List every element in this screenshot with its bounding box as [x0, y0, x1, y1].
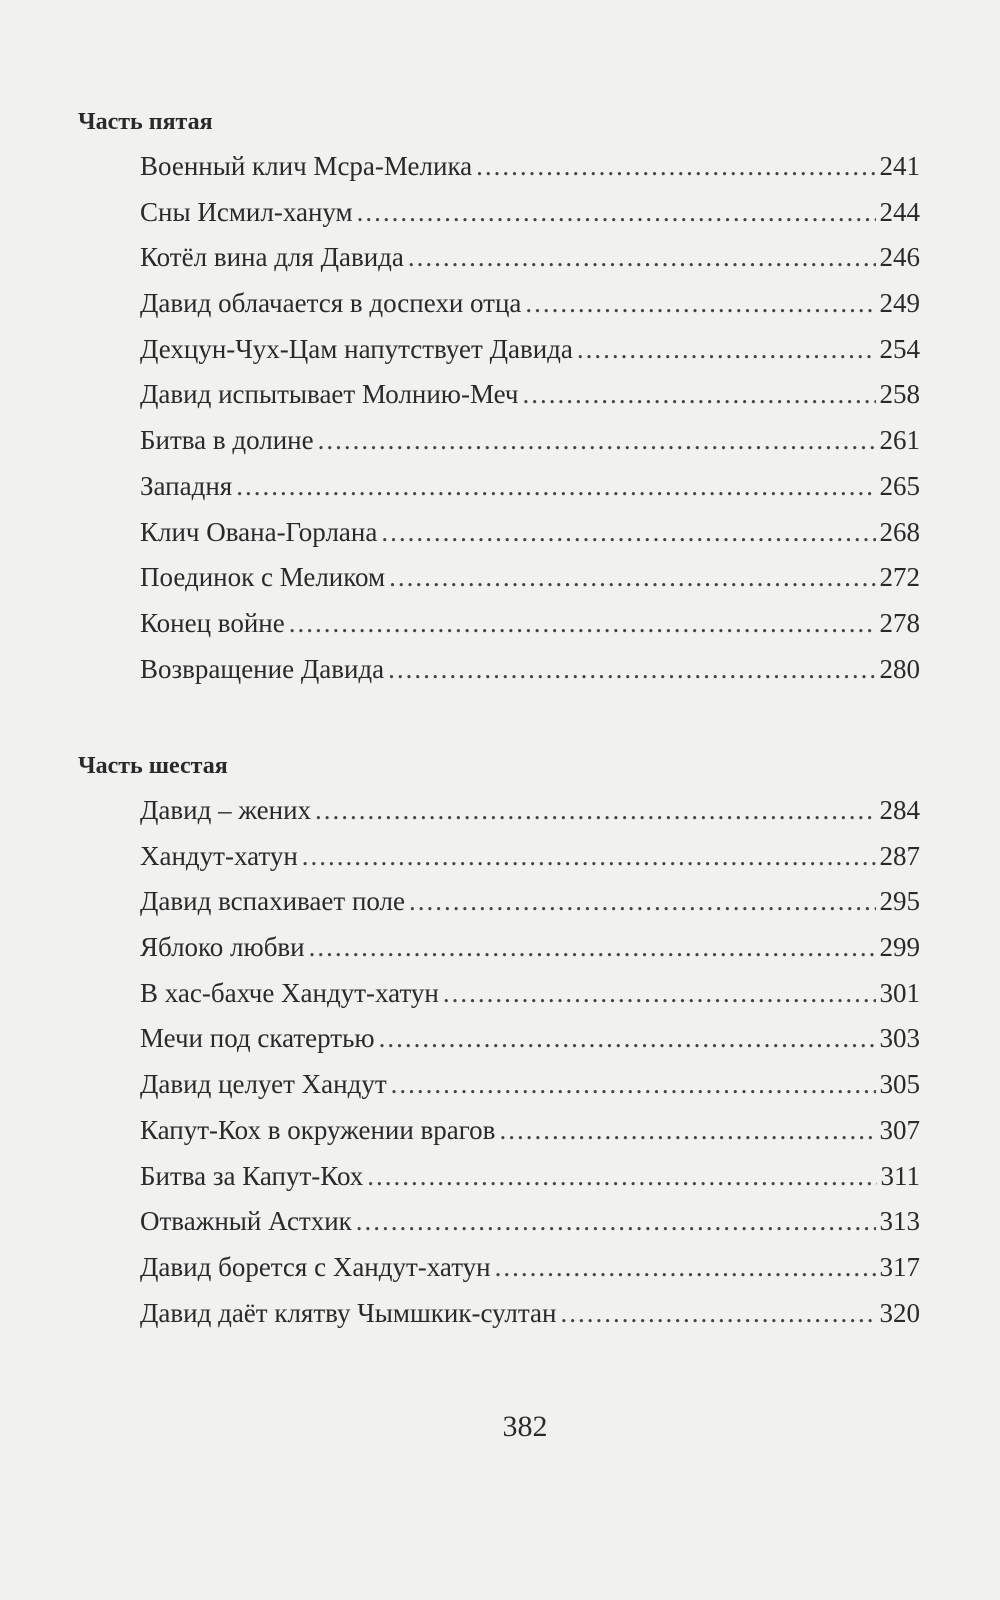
dot-leader [499, 1108, 875, 1154]
dot-leader [525, 281, 875, 327]
toc-entry [140, 601, 920, 647]
entry-page: 317 [879, 1251, 920, 1282]
toc-entry [140, 788, 920, 834]
dot-leader [381, 510, 875, 556]
toc-entry [140, 327, 920, 373]
toc-entry [140, 647, 920, 693]
entry-page: 278 [879, 607, 920, 638]
toc-entry [140, 418, 920, 464]
entry-page: 241 [879, 151, 920, 181]
entry-page: 303 [879, 1023, 920, 1054]
entry-title: Давид борется с Хандут-хатун [140, 1251, 491, 1282]
entry-page: 305 [879, 1069, 920, 1100]
entry-page: 320 [879, 1297, 920, 1328]
dot-leader [577, 327, 876, 373]
entry-title: Военный клич Мсра-Мелика [140, 151, 473, 181]
entry-page: 258 [879, 379, 920, 410]
entry-page: 287 [879, 840, 920, 871]
entry-title: Давид облачается в доспехи отца [140, 288, 522, 319]
dot-leader [357, 190, 876, 236]
toc-section-part-six [78, 748, 920, 1336]
toc-entry [140, 1108, 920, 1154]
entry-page: 265 [879, 470, 920, 501]
dot-leader [389, 555, 875, 601]
entry-title: Давид испытывает Молнию-Меч [140, 379, 519, 410]
dot-leader [560, 1291, 875, 1337]
dot-leader [236, 464, 875, 510]
entry-title: Поединок с Меликом [140, 562, 386, 593]
dot-leader [443, 971, 876, 1017]
entry-title: Капут-Кох в окружении врагов [140, 1114, 496, 1145]
entry-page: 268 [879, 516, 920, 547]
entry-title: Яблоко любви [140, 932, 305, 963]
dot-leader [391, 1062, 876, 1108]
toc-entry [140, 464, 920, 510]
entry-page: 295 [879, 886, 920, 917]
dot-leader [408, 235, 876, 281]
toc-entry [140, 1245, 920, 1291]
entry-title: Битва за Капут-Кох [140, 1160, 364, 1191]
dot-leader [302, 834, 876, 880]
toc-section-part-five [78, 104, 920, 692]
toc-entry [140, 925, 920, 971]
entry-page: 311 [880, 1160, 920, 1191]
entry-title: Котёл вина для Давида [140, 242, 404, 273]
toc-entry [140, 1016, 920, 1062]
dot-leader [309, 925, 876, 971]
entry-page: 301 [879, 977, 920, 1008]
section-heading: Часть пятая [78, 109, 213, 135]
entry-page: 254 [879, 333, 920, 364]
toc-entry [140, 555, 920, 601]
entry-page: 307 [879, 1114, 920, 1145]
toc-entry [140, 281, 920, 327]
toc-entry [140, 190, 920, 236]
entry-title: Западня [140, 470, 233, 501]
entry-title: Давид целует Хандут [140, 1069, 387, 1100]
entry-title: Битва в долине [140, 425, 314, 456]
entry-title: Давид вспахивает поле [140, 886, 406, 917]
entry-page: 280 [879, 653, 920, 684]
toc-entry [140, 1199, 920, 1245]
entry-title: Сны Исмил-ханум [140, 196, 353, 227]
dot-leader [476, 144, 875, 190]
entry-page: 261 [879, 425, 920, 456]
entry-title: В хас-бахче Хандут-хатун [140, 977, 439, 1008]
entry-title: Давид даёт клятву Чымшкик-султан [140, 1297, 557, 1328]
dot-leader [315, 788, 875, 834]
toc-entry [140, 1154, 920, 1200]
entry-title: Дехцун-Чух-Цам напутствует Давида [140, 333, 573, 364]
dot-leader [495, 1245, 876, 1291]
entry-page: 299 [879, 932, 920, 963]
dot-leader [289, 601, 876, 647]
entry-title: Мечи под скатертью [140, 1023, 375, 1054]
section-heading: Часть шестая [78, 753, 228, 779]
entry-page: 313 [879, 1206, 920, 1237]
entry-title: Конец войне [140, 607, 285, 638]
toc-entry [140, 971, 920, 1017]
entry-title: Отважный Астхик [140, 1206, 352, 1237]
dot-leader [318, 418, 876, 464]
toc-entry [140, 879, 920, 925]
entry-title: Клич Ована-Горлана [140, 516, 378, 547]
dot-leader [379, 1016, 876, 1062]
entry-title: Возвращение Давида [140, 653, 385, 684]
toc-entry [140, 1062, 920, 1108]
dot-leader [409, 879, 875, 925]
entry-page: 284 [879, 795, 920, 825]
entry-page: 272 [879, 562, 920, 593]
toc-entry [140, 510, 920, 556]
dot-leader [388, 647, 875, 693]
toc-entry [140, 144, 920, 190]
entry-title: Хандут-хатун [140, 840, 298, 871]
dot-leader [523, 372, 876, 418]
entry-page: 246 [879, 242, 920, 273]
entry-title: Давид – жених [140, 795, 312, 825]
entry-page: 249 [879, 288, 920, 319]
toc-entry [140, 372, 920, 418]
toc-entry [140, 1291, 920, 1337]
dot-leader [367, 1154, 876, 1200]
entry-page: 244 [879, 196, 920, 227]
page-number: 382 [502, 1410, 548, 1443]
toc-entry [140, 834, 920, 880]
dot-leader [356, 1199, 876, 1245]
toc-entry [140, 235, 920, 281]
